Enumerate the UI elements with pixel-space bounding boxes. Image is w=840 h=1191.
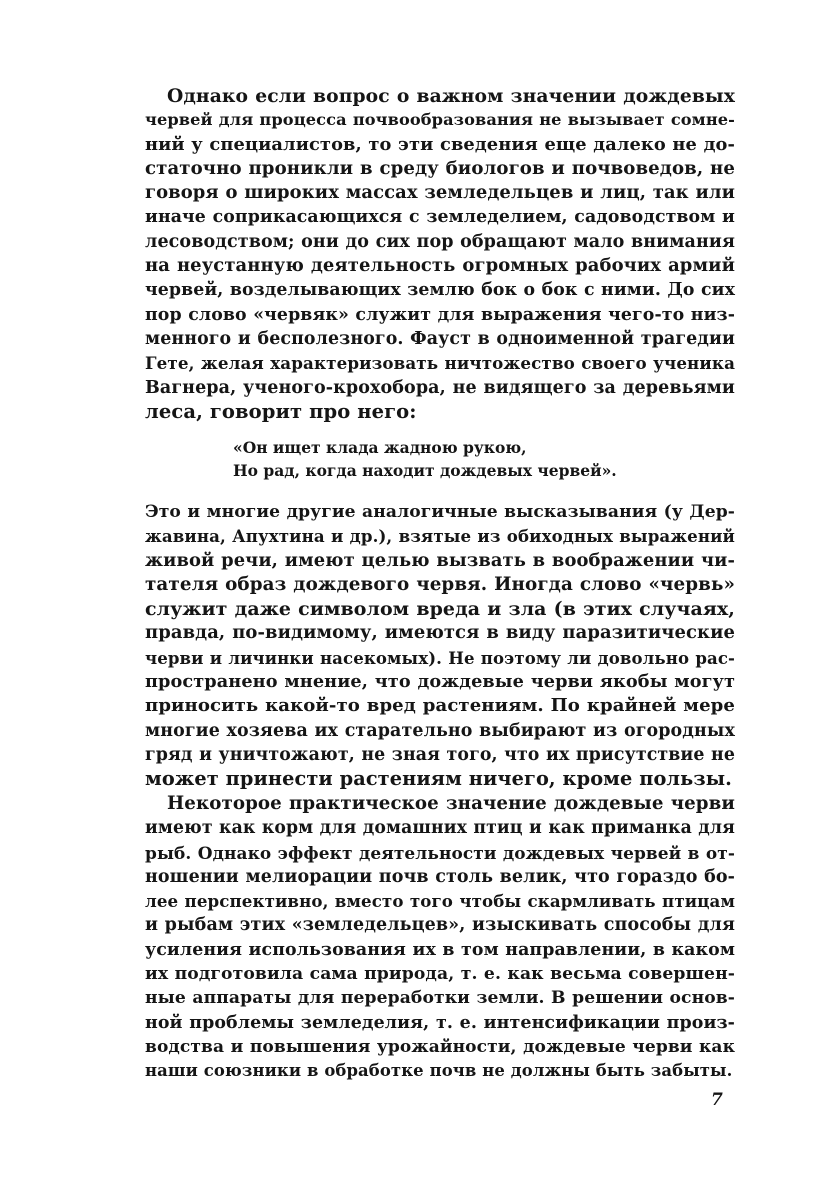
text-line: тателя образ дождевого червя. Иногда слово «червь» <box>145 573 735 595</box>
text-line: иначе соприкасающихся с земледелием, садоводством и <box>145 207 735 228</box>
text-line: может принести растениям ничего, кроме пользы. <box>145 767 732 791</box>
text-line: жавина, Апухтина и др.), взятые из обиходных выражений <box>145 526 735 547</box>
text-line: служит даже символом вреда и зла (в этих случаях, <box>145 598 735 621</box>
text-line: имеют как корм для домашних птиц и как приманка для <box>145 818 735 839</box>
text-line: живой речи, имеют целью вызвать в воображении чи- <box>145 549 735 571</box>
text-line: водства и повышения урожайности, дождевые черви как <box>145 1036 735 1057</box>
verse-quote <box>233 436 733 482</box>
text-line: пор слово «червяк» служит для выражения чего-то низ- <box>145 304 735 325</box>
text-line: червей для процесса почвообразования не вызывает сомне- <box>145 110 735 130</box>
paragraph-3 <box>145 792 735 1084</box>
text-line: говоря о широких массах земледельцев и лиц, так или <box>145 182 735 204</box>
text-line: лее перспективно, вместо того чтобы скармливать птицам <box>145 891 735 912</box>
text-line: пространено мнение, что дождевые черви якобы могут <box>145 671 735 693</box>
text-line: червей, возделывающих землю бок о бок с ними. До сих <box>145 280 735 301</box>
text-line: менного и бесполезного. Фауст в одноименной трагедии <box>145 328 735 349</box>
text-line: лесоводством; они до сих пор обращают мало внимания <box>145 231 735 252</box>
text-line: ной проблемы земледелия, т. е. интенсификации произ- <box>145 1012 735 1033</box>
text-line: и рыбам этих «земледельцев», изыскивать способы для <box>145 915 735 936</box>
text-line: Некоторое практическое значение дождевые черви <box>167 793 735 814</box>
text-line: правда, по-видимому, имеются в виду паразитические <box>145 622 735 644</box>
text-line: ные аппараты для переработки земли. В решении основ- <box>145 988 735 1009</box>
text-line: ний у специалистов, то эти сведения еще далеко не до- <box>145 133 735 155</box>
text-line: их подготовила сама природа, т. е. как весьма совершен- <box>145 964 735 985</box>
paragraph-2 <box>145 500 735 792</box>
text-line: Это и многие другие аналогичные высказывания (у Дер- <box>145 502 735 522</box>
paragraph-1 <box>145 84 735 424</box>
page-number: 7 <box>711 1090 723 1110</box>
verse-line: «Он ищет клада жадною рукою, <box>233 438 527 457</box>
text-line: приносить какой-то вред растениям. По крайней мере <box>145 695 735 717</box>
text-line: Вагнера, ученого-крохобора, не видящего за деревьями <box>145 377 735 398</box>
verse-line: Но рад, когда находит дождевых червей». <box>233 461 617 480</box>
text-line: рыб. Однако эффект деятельности дождевых червей в от- <box>145 842 735 863</box>
text-line: леса, говорит про него: <box>145 399 417 423</box>
text-line: на неустанную деятельность огромных рабочих армий <box>145 255 735 277</box>
text-line: гряд и уничтожают, не зная того, что их присутствие не <box>145 744 735 765</box>
text-line: многие хозяева их старательно выбирают из огородных <box>145 720 735 741</box>
text-line: Гете, желая характеризовать ничтожество своего ученика <box>145 353 735 374</box>
text-line: Однако если вопрос о важном значении дождевых <box>167 85 735 107</box>
text-line: статочно проникли в среду биологов и почвоведов, не <box>145 157 735 179</box>
text-line: ношении мелиорации почв столь велик, что гораздо бо- <box>145 866 735 887</box>
text-line: черви и личинки насекомых). Не поэтому ли довольно рас- <box>145 647 735 668</box>
text-line: усиления использования их в том направлении, в каком <box>145 939 735 960</box>
text-line: наши союзники в обработке почв не должны быть забыты. <box>145 1061 733 1081</box>
